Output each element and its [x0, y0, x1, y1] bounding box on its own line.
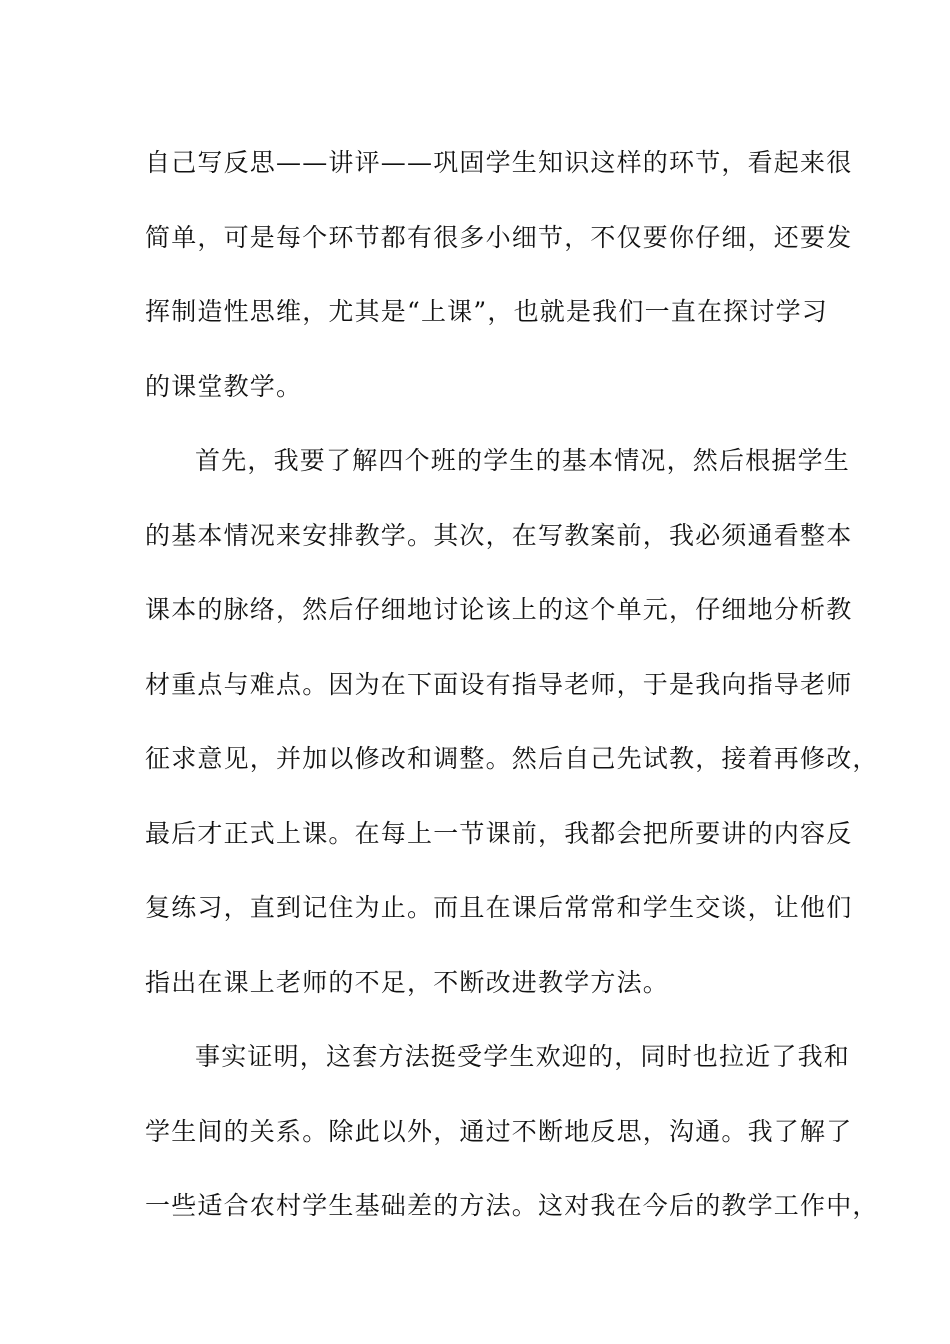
document-body: [145, 126, 879, 1244]
text-line: 最后才正式上课。在每上一节课前，我都会把所要讲的内容反: [145, 818, 853, 848]
paragraph-first-line: 事实证明，这套方法挺受学生欢迎的，同时也拉近了我和: [195, 1042, 851, 1071]
text-line: 材重点与难点。因为在下面设有指导老师，于是我向指导老师: [145, 669, 853, 699]
text-line: 征求意见，并加以修改和调整。然后自己先试教，接着再修改，: [145, 744, 879, 773]
text-line: 挥制造性思维，尤其是“上课”，也就是我们一直在探讨学习: [145, 297, 828, 326]
paragraph-first-line: 首先，我要了解四个班的学生的基本情况，然后根据学生: [195, 446, 851, 475]
text-line: 一些适合农村学生基础差的方法。这对我在今后的教学工作中，: [145, 1191, 879, 1220]
text-line: 的基本情况来安排教学。其次，在写教案前，我必须通看整本: [145, 520, 853, 550]
text-line: 复练习，直到记住为止。而且在课后常常和学生交谈，让他们: [145, 893, 853, 922]
text-line: 简单，可是每个环节都有很多小细节，不仅要你仔细，还要发: [145, 222, 853, 252]
text-line: 指出在课上老师的不足，不断改进教学方法。: [145, 967, 670, 997]
text-line: 自己写反思——讲评——巩固学生知识这样的环节，看起来很: [145, 148, 853, 177]
text-line: 课本的脉络，然后仔细地讨论该上的这个单元，仔细地分析教: [145, 595, 853, 624]
text-line: 的课堂教学。: [145, 371, 303, 401]
text-line: 学生间的关系。除此以外，通过不断地反思，沟通。我了解了: [145, 1116, 853, 1146]
